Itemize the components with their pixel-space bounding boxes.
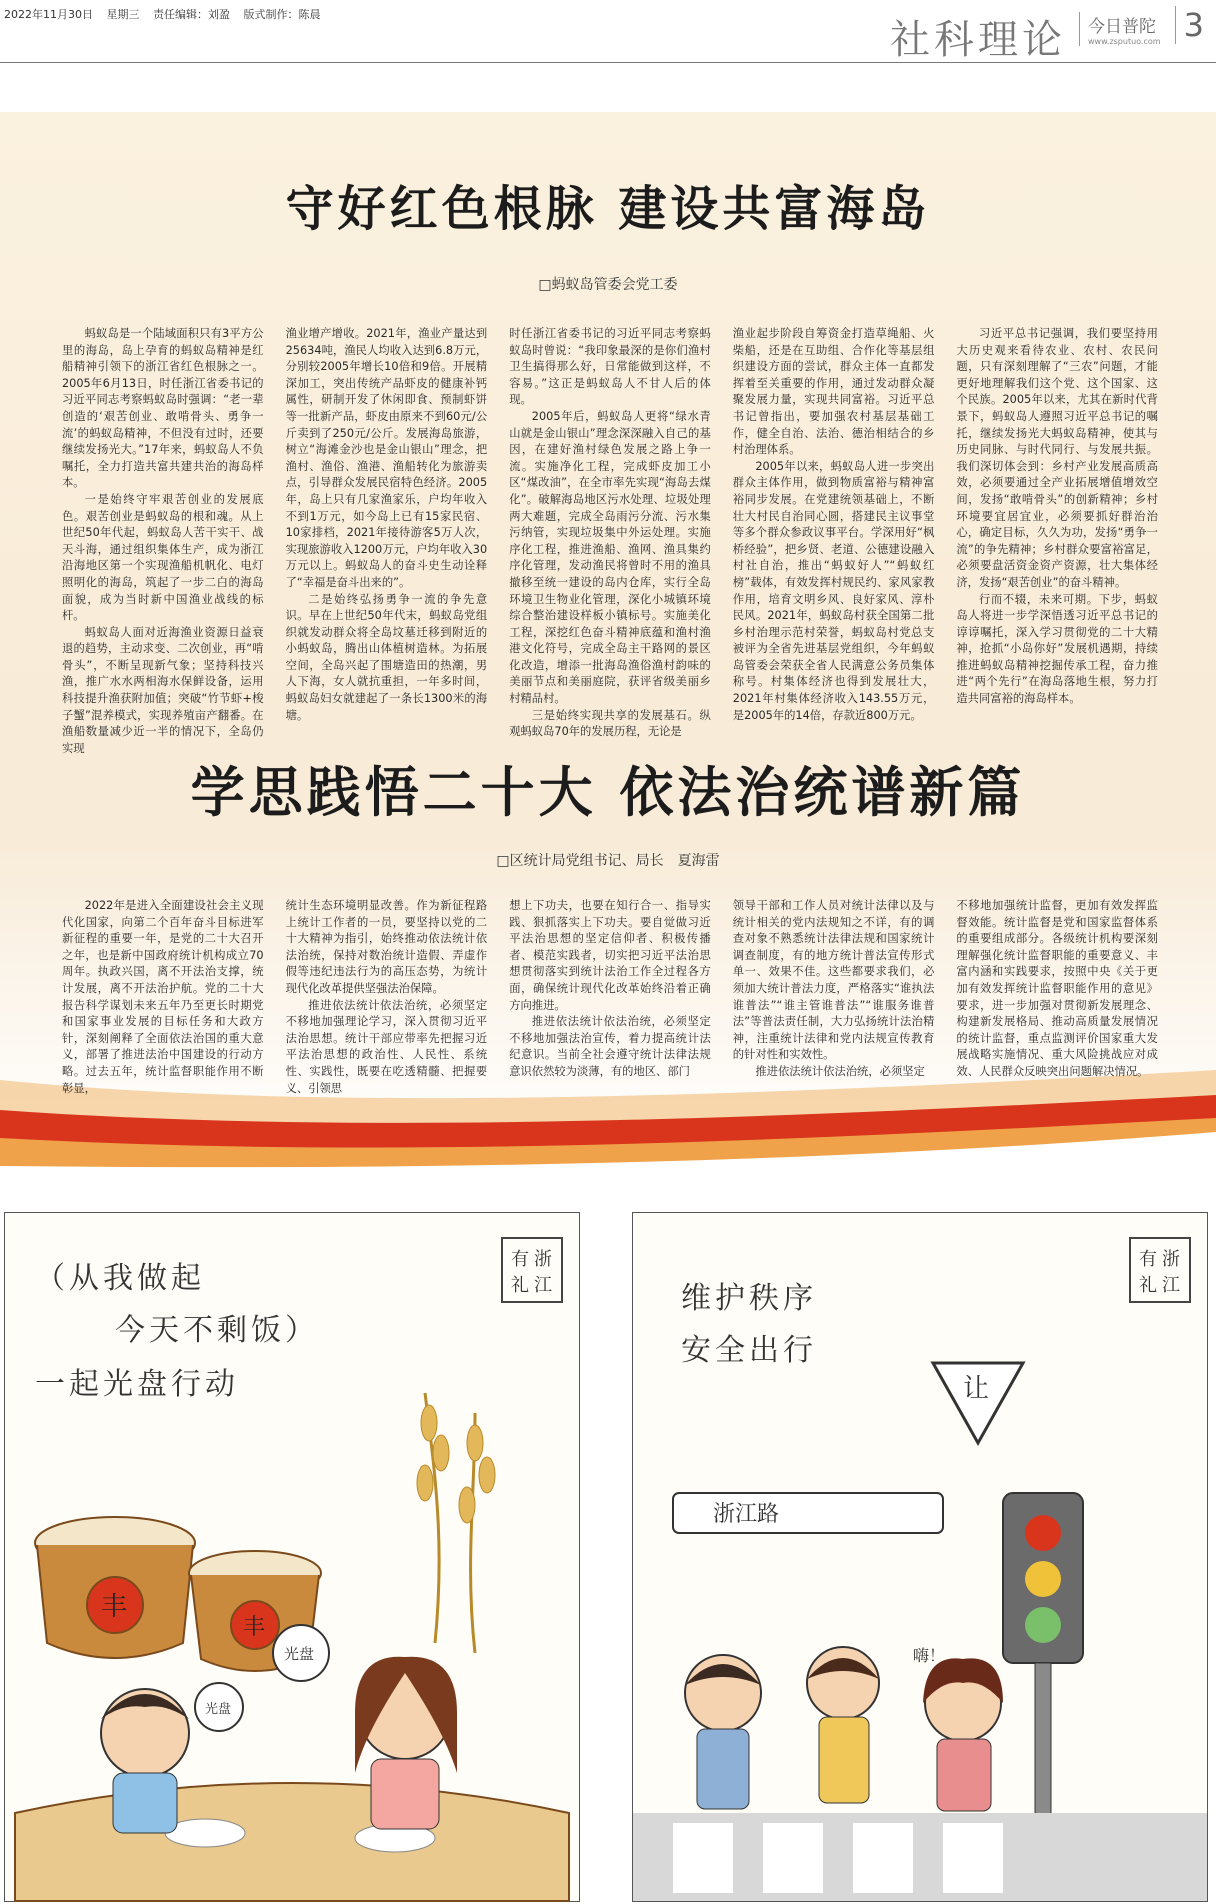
slogan-line: 维护秩序 (681, 1281, 817, 1316)
clean-plate-illustration (5, 1213, 579, 1901)
article2-column (956, 898, 1158, 1076)
layout-credit: 版式制作：陈晨 (243, 8, 321, 21)
traffic-illustration (633, 1213, 1207, 1901)
svg-text:礼: 礼 (1139, 1275, 1157, 1296)
paragraph: 渔业增产增收。2021年，渔业产量达到25634吨，渔民人均收入达到6.8万元，分别较2005年增长10倍和9倍。开展精深加工，突出传统产品虾皮的健康补钙属性，研制开发了休闲即食、预制虾饼等一批新产品，虾皮由原来不到60元/公斤卖到了250元/公斤。发展海岛旅游，树立“海滩金沙也是金山银山”理念，把渔村、渔俗、渔港、渔船转化为旅游卖点，引导群众发展民宿特色经济。2005年，岛上只有几家渔家乐，户均年收入不到1万元，如今岛上已有15家民宿、10家排档，2021年接待游客5万人次，实现旅游收入1200万元，户均年收入30万元以上。蚂蚁岛人的奋斗史生动诠释了“幸福是奋斗出来的”。 (285, 327, 488, 589)
dining-table (15, 1783, 569, 1901)
article1-column (956, 326, 1158, 706)
svg-text:礼: 礼 (511, 1275, 529, 1296)
paragraph: 2022年是进入全面建设社会主义现代化国家，向第二个百年奋斗目标进军新征程的重要一年，是党的二十大召开之年，也是新中国政府统计机构成立70周年。执政兴国，离不开法治支撑，统计发展，离不开法治护航。党的二十大报告科学谋划未来五年乃至更长时期党和国家事业发展的目标任务和大政方针，深刻阐释了全面依法治国的重大意义，部署了推进法治中国建设的行动方略。过去五年，统计监督职能作用不断彰显， (62, 899, 264, 1095)
article2-column (509, 898, 711, 1076)
boy-figure (101, 1689, 189, 1833)
paragraph: 渔业起步阶段自筹资金打造草绳船、火柴船，还是在互助组、合作化等基层组织建设方面的尝试，群众主体一直都发挥着至关重要的作用，通过发动群众凝聚发展力量，实现共同富裕。习近平总书记曾指出，要加强农村基层基础工作，健全自治、法治、德治相结合的乡村治理体系。 (732, 327, 935, 457)
svg-text:浙: 浙 (1162, 1249, 1180, 1270)
section-title: 社科理论 (890, 17, 1066, 63)
paragraph: 推进依法统计依法治统，必须坚定 (755, 1064, 925, 1078)
paragraph: 2005年以来，蚂蚁岛人进一步突出群众主体作用，做到物质富裕与精神富裕同步发展。在党建统领基础上，不断壮大村民自治同心圆，搭建民主议事堂等多个群众参政议事平台。学深用好“枫桥经验”，把乡贤、老道、公德建设融入村社自治，推出“蚂蚁好人”“蚂蚁红榜”载体，有效发挥村规民约、家风家教作用，培育文明乡风、良好家风、淳朴民风。2021年，蚂蚁岛村获全国第二批乡村治理示范村荣誉，蚂蚁岛村党总支被评为全省先进基层党组织，今年蚂蚁岛管委会荣获全省人民满意公务员集体称号。村集体经济也得到发展壮大，2021年村集体经济收入143.55万元，是2005年的14倍，存款近800万元。 (732, 459, 935, 722)
paragraph: 推进依法统计依法治统，必须坚定不移地加强法治宣传，着力提高统计法纪意识。当前全社会遵守统计法律法规意识依然较为淡薄，有的地区、部门 (509, 1015, 711, 1078)
newspaper-logo (1079, 12, 1170, 46)
article1-column (732, 326, 935, 722)
child-figure (807, 1647, 879, 1803)
article1-title: 守好红色根脉 建设共富海岛 (285, 181, 931, 237)
article1-column (509, 326, 711, 739)
svg-text:让: 让 (963, 1374, 990, 1404)
article1-byline: □蚂蚁岛管委会党工委 (538, 277, 678, 293)
svg-text:浙江路: 浙江路 (713, 1502, 780, 1527)
svg-text:有: 有 (1139, 1249, 1157, 1270)
paragraph: 2005年后，蚂蚁岛人更将“绿水青山就是金山银山”理念深深融入自己的基因，在建好渔村绿色发展之路上争一流。实施净化工程，完成虾皮加工小区“煤改油”，在全市率先实现“海岛去煤化”。破解海岛地区污水处理、垃圾处理两大难题，完成全岛雨污分流、污水集污纳管，实现垃圾集中外运处理。实施序化工程，推进渔船、渔网、渔具集约序化管理，发动渔民将曾时不用的渔具撤移至统一建设的岛内仓库，实行全岛环境卫生物业化管理，深化小城镇环境综合整治建设样板小镇标号。实施美化工程，深挖红色奋斗精神底蕴和渔村渔港文化符号，完成全岛主干路网的景区化改造，增添一批海岛渔俗渔村韵味的美丽节点和美丽庭院，获评省级美丽乡村精品村。 (509, 409, 711, 706)
paragraph: 蚂蚁岛是一个陆域面积只有3平方公里的海岛，岛上孕育的蚂蚁岛精神是红船精神引领下的浙江省红色根脉之一。2005年6月13日，时任浙江省委书记的习近平同志考察蚂蚁岛时强调：“老一辈创造的‘艰苦创业、敢啃骨头、勇争一流’的蚂蚁岛精神，不但没有过时，还要继续发扬光大。”17年来，蚂蚁岛人不负嘱托，全力打造共富共建共治的海岛样本。 (62, 327, 264, 490)
logo-text: 今日普陀 (1088, 17, 1156, 37)
svg-text:光盘: 光盘 (205, 1702, 232, 1717)
paragraph: 时任浙江省委书记的习近平同志考察蚂蚁岛时曾说：“我印象最深的是你们渔村卫生搞得那么好，日常能做到这样，不容易。”这正是蚂蚁岛人不甘人后的体现。 (509, 327, 711, 407)
speech-bubble: 嗨！ (913, 1646, 946, 1665)
article2-byline: □区统计局党组书记、局长 夏海雷 (496, 853, 720, 869)
rice-stalk-icon (417, 1393, 495, 1653)
paragraph: 三是始终实现共享的发展基石。纵观蚂蚁岛70年的发展历程，无论是 (509, 708, 711, 739)
paragraph: 行而不辍，未来可期。下步，蚂蚁岛人将进一步学深悟透习近平总书记的谆谆嘱托，深入学习贯彻党的二十大精神，抢抓“小岛你好”发展机遇期，持续推进蚂蚁岛精神挖掘传承工程，奋力推进“两个先行”在海岛落地生根，努力打造共同富裕的海岛样本。 (956, 592, 1158, 706)
paragraph: 蚂蚁岛人面对近海渔业资源日益衰退的趋势，主动求变、二次创业，再“啃骨头”，不断呈现新气象；坚持科技兴渔，推广水水两相海水保鲜设备，运用科技提升渔获附加值；突破“竹节虾+梭子蟹”混养模式，实现养殖亩产翻番。在渔船数量减少近一半的情况下，全岛仍实现 (62, 625, 264, 755)
paragraph: 二是始终弘扬勇争一流的争先意识。早在上世纪50年代末，蚂蚁岛党组织就发动群众将全岛坟墓迁移到附近的小蚂蚁岛，腾出山体植树造林。为拓展空间，全岛兴起了围塘造田的热潮，男人下海，女人就抗重担，一年多时间，蚂蚁岛妇女就建起了一条长1300米的海塘。 (285, 592, 488, 722)
editor-credit: 责任编辑：刘盈 (153, 8, 230, 21)
article1-column (285, 326, 488, 722)
paragraph: 推进依法统计依法治统，必须坚定不移地加强理论学习，深入贯彻习近平法治思想。统计干部应带率先把握习近平法治思想的政治性、人民性、系统性、实践性，既要在吃透精髓、把握要义、引领思 (285, 998, 488, 1095)
page-number: 3 (1175, 6, 1204, 44)
slogan-line: 安全出行 (681, 1333, 817, 1368)
comic-clean-plate (4, 1212, 580, 1902)
slogan-line: 一起光盘行动 (35, 1367, 239, 1402)
issue-weekday: 星期三 (106, 8, 140, 21)
svg-text:光盘: 光盘 (284, 1645, 315, 1663)
issue-date: 2022年11月30日 (4, 8, 93, 21)
svg-text:江: 江 (534, 1275, 552, 1296)
logo-url: www.zsputuo.com (1088, 37, 1161, 46)
slogan-line: 今天不剩饭） (115, 1313, 319, 1348)
child-figure (685, 1655, 761, 1809)
paragraph: 统计生态环境明显改善。作为新征程路上统计工作者的一员，要坚持以党的二十大精神为指引，始终推动依法统计依法治统，保持对数治统计造假、弄虚作假等违纪违法行为的高压态势，为统计现代化改革提供坚强法治保障。 (285, 899, 488, 995)
svg-text:有: 有 (511, 1249, 529, 1270)
paragraph: 一是始终守牢艰苦创业的发展底色。艰苦创业是蚂蚁岛的根和魂。从上世纪50年代起，蚂蚁岛人苦干实干、战天斗海，通过组织集体生产，成为浙江沿海地区第一个实现渔船机帆化、电灯照明化的海岛，筑起了一步二白的海岛面貌，成为当时新中国渔业战线的标杆。 (62, 492, 264, 623)
article2-title: 学思践悟二十大 依法治统谱新篇 (190, 761, 1026, 824)
article2-column (733, 898, 935, 1076)
article2-column (285, 898, 488, 1095)
svg-text:浙: 浙 (534, 1249, 552, 1270)
slogan-line: （从我做起 (35, 1261, 205, 1296)
article1-column (62, 326, 264, 755)
comic-traffic-safety (632, 1212, 1208, 1902)
paragraph: 习近平总书记强调，我们要坚持用大历史观来看待农业、农村、农民问题，只有深刻理解了“三农”问题，才能更好地理解我们这个党、这个国家、这个民族。2005年以来，尤其在新时代背景下，蚂蚁岛人遵照习近平总书记的嘱托，继续发扬光大蚂蚁岛精神，使其与历史同脉、与时代同行、与发展共振。我们深切体会到：乡村产业发展高质高效，必须要通过全产业拓展增值增效空间，发扬“敢啃骨头”的创新精神；乡村环境要宜居宜业，必须要抓好群治治心，确定目标，久久为功，发扬“勇争一流”的争先精神；乡村群众要富裕富足，必须要盘活资金资产资源，壮大集体经济，发扬“艰苦创业”的奋斗精神。 (956, 327, 1158, 589)
svg-text:江: 江 (1162, 1275, 1180, 1296)
article2-body (62, 898, 1158, 1095)
paragraph: 想上下功夫，也要在知行合一、指导实践、狠抓落实上下功夫。要自觉做习近平法治思想的坚定信仰者、积极传播者、模范实践者，切实把习近平法治思想贯彻落实到统计法治工作全过程各方面，确保统计现代化改革始终沿着正确方向推进。 (509, 899, 711, 1012)
svg-text:丰: 丰 (101, 1592, 128, 1622)
masthead-meta (4, 6, 331, 22)
child-figure (923, 1658, 1003, 1811)
article2-column (62, 898, 264, 1095)
paragraph: 领导干部和工作人员对统计法律以及与统计相关的党内法规知之不详，有的调查对象不熟悉统计法律法规和国家统计调查制度，有的地方统计普法宣传形式单一、效果不佳。这些都要求我们，必须加大统计普法力度，严格落实“谁执法谁普法”“谁主管谁普法”“谁服务谁普法”等普法责任制，大力弘扬统计法治精神，注重统计法律和党内法规宣传教育的针对性和实效性。 (732, 899, 935, 1062)
article1-body (62, 326, 1158, 755)
svg-text:丰: 丰 (243, 1615, 266, 1640)
paragraph: 不移地加强统计监督，更加有效发挥监督效能。统计监督是党和国家监督体系的重要组成部分。各级统计机构要深刻理解强化统计监督职能的重要意义、丰富内涵和实践要求，按照中央《关于更加有效发挥统计监督职能作用的意见》要求，进一步加强对贯彻新发展理念、构建新发展格局、推动高质量发展情况的统计监督，重点监测评价国家重大发展战略实施情况、重大风险挑战应对成效、人民群众反映突出问题解决情况。 (956, 899, 1158, 1078)
masthead (0, 0, 1216, 63)
